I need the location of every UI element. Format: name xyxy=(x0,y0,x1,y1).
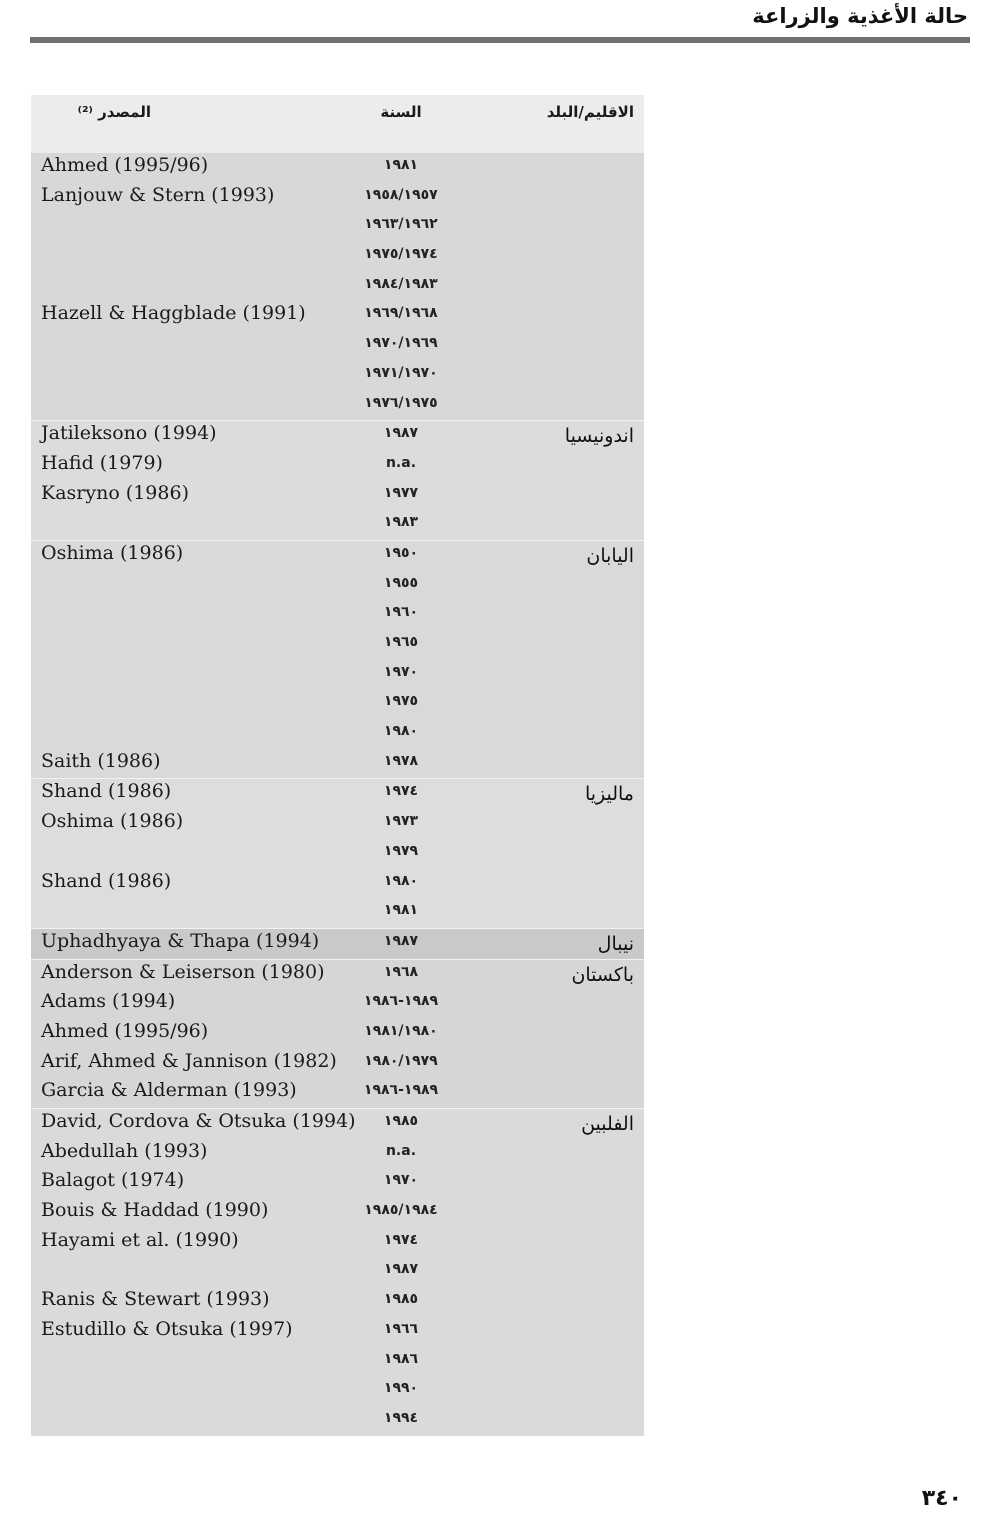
source-cell: David, Cordova & Otsuka (1994) xyxy=(41,1110,356,1132)
year-cell: n.a. xyxy=(385,454,417,471)
source-cell: Ahmed (1995/96) xyxy=(41,154,209,176)
table-row xyxy=(31,541,644,571)
year-cell: ١٩٧٥ xyxy=(383,693,419,710)
region-label: اندونيسيا xyxy=(564,425,634,448)
source-cell: Kasryno (1986) xyxy=(41,481,189,504)
region-label: اليابان xyxy=(586,544,634,567)
table-row xyxy=(31,839,644,869)
year-cell: ١٩٧٣ xyxy=(383,813,419,830)
year-cell: ١٩٧٥/١٩٧٤ xyxy=(364,246,438,263)
source-cell: Adams (1994) xyxy=(41,990,176,1013)
year-cell: ١٩٧٤ xyxy=(383,783,419,800)
source-cell: Hayami et al. (1990) xyxy=(41,1228,239,1251)
source-cell: Jatileksono (1994) xyxy=(41,422,217,445)
table-row xyxy=(31,1168,644,1198)
table-row xyxy=(31,391,644,421)
table-row xyxy=(31,1109,644,1139)
table-row xyxy=(31,869,644,899)
country-group xyxy=(31,928,644,959)
source-cell: Ahmed (1995/96) xyxy=(41,1019,209,1042)
year-cell: ١٩٨٣ xyxy=(383,514,419,531)
year-cell: ١٩٧٠ xyxy=(383,1172,419,1189)
year-cell: ١٩٨٧ xyxy=(383,932,419,949)
year-cell: ١٩٥٥ xyxy=(383,574,419,591)
running-header: حالة الأغذية والزراعة xyxy=(752,4,968,28)
region-label: الفلبين xyxy=(581,1113,634,1135)
table-row xyxy=(31,1406,644,1436)
country-group xyxy=(31,420,644,540)
country-group xyxy=(31,959,644,1108)
table-row xyxy=(31,989,644,1019)
table-row xyxy=(31,1228,644,1258)
source-cell: Oshima (1986) xyxy=(41,541,184,564)
header-rule xyxy=(30,37,970,43)
year-cell: ١٩٨٥/١٩٨٤ xyxy=(364,1202,438,1219)
source-cell: Garcia & Alderman (1993) xyxy=(41,1079,297,1102)
region-label: نيبال xyxy=(597,932,634,955)
column-header-year: السنة xyxy=(380,103,422,121)
country-group xyxy=(31,778,644,927)
year-cell: ١٩٦٦ xyxy=(383,1320,419,1337)
source-cell: Anderson & Leiserson (1980) xyxy=(41,960,325,983)
table-row xyxy=(31,600,644,630)
table-row xyxy=(31,421,644,451)
year-cell: ١٩٥٠ xyxy=(383,544,419,561)
table-row xyxy=(31,183,644,213)
year-cell: ١٩٨٠ xyxy=(383,872,419,889)
year-cell: ١٩٧٤ xyxy=(383,1231,419,1248)
source-cell: Bouis & Haddad (1990) xyxy=(41,1199,269,1222)
table-row xyxy=(31,1078,644,1108)
year-cell: ١٩٨٥ xyxy=(383,1113,419,1129)
source-cell: Balagot (1974) xyxy=(41,1169,185,1192)
year-cell: ١٩٧١/١٩٧٠ xyxy=(364,364,438,381)
year-cell: ١٩٨١/١٩٨٠ xyxy=(364,1022,438,1039)
table-row xyxy=(31,331,644,361)
year-cell: ١٩٧٠ xyxy=(383,663,419,680)
table-row xyxy=(31,660,644,690)
source-cell: Arif, Ahmed & Jannison (1982) xyxy=(41,1049,337,1072)
table-row xyxy=(31,779,644,809)
table-row xyxy=(31,1198,644,1228)
year-cell: ١٩٨٩-١٩٨٦ xyxy=(363,1082,439,1099)
table-row xyxy=(31,1019,644,1049)
column-header-region: الاقليم/البلد xyxy=(546,103,634,121)
table-row xyxy=(31,689,644,719)
source-cell: Uphadhyaya & Thapa (1994) xyxy=(41,929,320,952)
year-cell: ١٩٨٦ xyxy=(383,1350,419,1367)
year-cell: ١٩٨٧ xyxy=(383,425,419,442)
year-cell: ١٩٥٨/١٩٥٧ xyxy=(364,186,438,203)
country-group xyxy=(31,1108,644,1436)
table-row xyxy=(31,1376,644,1406)
table-row xyxy=(31,929,644,959)
year-cell: ١٩٨٥ xyxy=(383,1291,419,1308)
source-cell: Saith (1986) xyxy=(41,749,161,772)
table-row xyxy=(31,212,644,242)
table-row xyxy=(31,272,644,302)
year-cell: ١٩٦٥ xyxy=(383,634,419,650)
source-cell: Abedullah (1993) xyxy=(41,1139,208,1162)
region-label: ماليزيا xyxy=(584,783,634,806)
year-cell: n.a. xyxy=(385,1142,417,1159)
source-cell: Ranis & Stewart (1993) xyxy=(41,1288,270,1311)
year-cell: ١٩٨١ xyxy=(383,902,419,919)
page-number: ٣٤٠ xyxy=(921,1486,962,1511)
table-row xyxy=(31,361,644,391)
table-row xyxy=(31,1317,644,1347)
data-table xyxy=(31,95,644,1436)
year-cell: ١٩٩٤ xyxy=(383,1409,419,1426)
year-cell: ١٩٨٧ xyxy=(383,1261,419,1278)
source-cell: Shand (1986) xyxy=(41,869,172,892)
table-row xyxy=(31,719,644,749)
year-cell: ١٩٨٤/١٩٨٣ xyxy=(364,275,438,292)
region-label: باكستان xyxy=(571,963,634,986)
year-cell: ١٩٨٠ xyxy=(383,723,419,740)
table-row xyxy=(31,1257,644,1287)
year-cell: ١٩٧٩ xyxy=(383,842,419,859)
year-cell: ١٩٨٠/١٩٧٩ xyxy=(364,1052,438,1069)
year-cell: ١٩٧٦/١٩٧٥ xyxy=(364,394,438,411)
table-row xyxy=(31,1347,644,1377)
source-cell: Lanjouw & Stern (1993) xyxy=(41,183,275,206)
year-cell: ١٩٩٠ xyxy=(383,1380,419,1397)
table-row xyxy=(31,1139,644,1169)
table-row xyxy=(31,809,644,839)
source-cell: Oshima (1986) xyxy=(41,810,184,833)
source-cell: Shand (1986) xyxy=(41,780,172,803)
year-cell: ١٩٧٨ xyxy=(383,752,419,769)
source-cell: Estudillo & Otsuka (1997) xyxy=(41,1317,293,1340)
year-cell: ١٩٨١ xyxy=(383,157,419,173)
table-row xyxy=(31,1049,644,1079)
year-cell: ١٩٦٣/١٩٦٢ xyxy=(364,216,438,233)
table-row xyxy=(31,301,644,331)
table-row xyxy=(31,898,644,928)
source-cell: Hazell & Haggblade (1991) xyxy=(41,302,306,325)
table-body xyxy=(31,153,644,1436)
table-row xyxy=(31,451,644,481)
year-cell: ١٩٦٠ xyxy=(383,604,419,621)
year-cell: ١٩٧٧ xyxy=(383,484,419,501)
table-row xyxy=(31,153,644,183)
year-cell: ١٩٧٠/١٩٦٩ xyxy=(364,335,438,352)
table-row xyxy=(31,960,644,990)
year-cell: ١٩٨٩-١٩٨٦ xyxy=(363,993,439,1010)
table-row xyxy=(31,749,644,779)
table-header xyxy=(31,95,644,153)
country-group xyxy=(31,540,644,779)
table-row xyxy=(31,1287,644,1317)
table-row xyxy=(31,630,644,660)
table-row xyxy=(31,510,644,540)
table-row xyxy=(31,481,644,511)
year-cell: ١٩٦٨ xyxy=(383,963,419,980)
source-cell: Hafid (1979) xyxy=(41,451,163,474)
country-group xyxy=(31,153,644,420)
table-row xyxy=(31,242,644,272)
column-header-source: المصدر ⁽²⁾ xyxy=(77,103,151,121)
table-row xyxy=(31,571,644,601)
year-cell: ١٩٦٩/١٩٦٨ xyxy=(364,305,438,322)
